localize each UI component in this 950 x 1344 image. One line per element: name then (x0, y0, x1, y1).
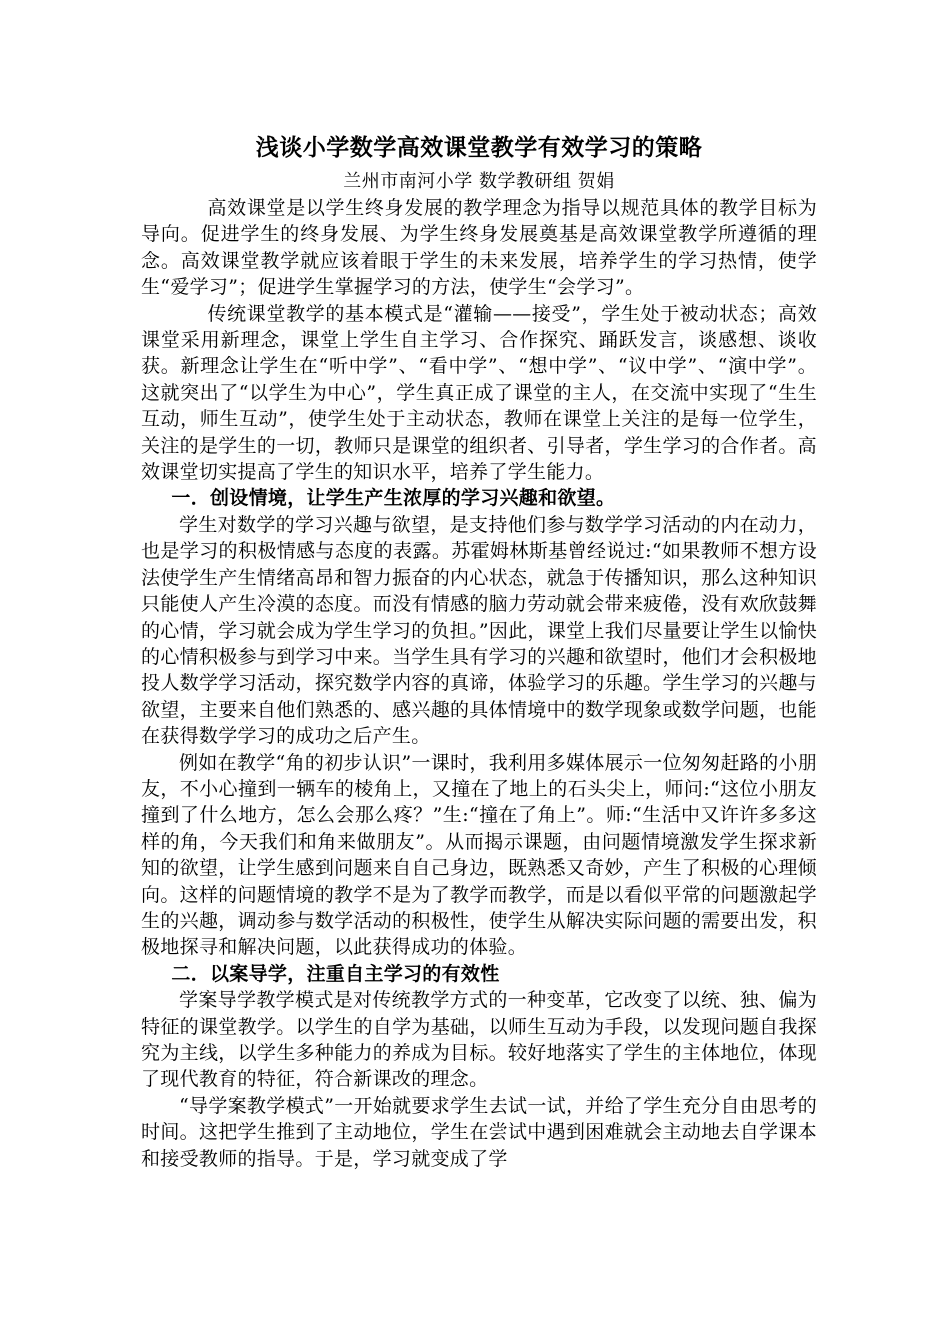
section-1-heading: 一．创设情境，让学生产生浓厚的学习兴趣和欲望。 (171, 487, 616, 510)
section-1-paragraph-2: 例如在教学“角的初步认识”一课时，我利用多媒体展示一位匆匆赶路的小朋友，不小心撞到一辆车的棱角上，又撞在了地上的石头尖上，师问:“这位小朋友撞到了什么地方，怎么会那么疼？”生:“撞在了角上”。师:“生活中又许许多多这样的角，今天我们和角来做朋友”。从而揭示课题，由问题情境激发学生探求新知的欲望，让学生感到问题来自自己身边，既熟悉又奇妙，产生了积极的心理倾向。这样的问题情境的教学不是为了教学而教学，而是以看似平常的问题激起学生的兴趣，调动参与数学活动的积极性，使学生从解决实际问题的需要出发，积极地探寻和解决问题，以此获得成功的体验。 (141, 751, 817, 959)
section-2-paragraph-1: 学案导学教学模式是对传统教学方式的一种变革，它改变了以统、独、偏为特征的课堂教学。以学生的自学为基础，以师生互动为手段，以发现问题自我探究为主线，以学生多种能力的养成为目标。较好地落实了学生的主体地位，体现了现代教育的特征，符合新课改的理念。 (141, 989, 817, 1091)
document-title: 浅谈小学数学高效课堂教学有效学习的策略 (255, 134, 703, 161)
section-1-paragraph-1: 学生对数学的学习兴趣与欲望，是支持他们参与数学学习活动的内在动力，也是学习的积极情感与态度的表露。苏霍姆林斯基曾经说过:“如果教师不想方设法使学生产生情绪高昂和智力振奋的内心状态，就急于传播知识，那么这种知识只能使人产生冷漠的态度。而没有情感的脑力劳动就会带来疲倦，没有欢欣鼓舞的心情，学习就会成为学生学习的负担。”因此，课堂上我们尽量要让学生以愉快的心情积极参与到学习中来。当学生具有学习的兴趣和欲望时，他们才会积极地投人数学学习活动，探究数学内容的真谛，体验学习的乐趣。学生学习的兴趣与欲望，主要来自他们熟悉的、感兴趣的具体情境中的数学现象或数学问题，也能在获得数学学习的成功之后产生。 (141, 513, 818, 748)
author-line: 兰州市南河小学 数学教研组 贺娟 (343, 171, 615, 192)
intro-paragraph-2: 传统课堂教学的基本模式是“灌输——接受”，学生处于被动状态；高效课堂采用新理念，课堂上学生自主学习、合作探究、踊跃发言，谈感想、谈收获。新理念让学生在“听中学”、“看中学”、“想中学”、“议中学”、“演中学”。这就突出了“以学生为中心”，学生真正成了课堂的主人，在交流中实现了“生生互动，师生互动”，使学生处于主动状态，教师在课堂上关注的是每一位学生，关注的是学生的一切，教师只是课堂的组织者、引导者，学生学习的合作者。高效课堂切实提高了学生的知识水平，培养了学生能力。 (141, 302, 817, 484)
intro-paragraph-1: 高效课堂是以学生终身发展的教学理念为指导以规范具体的教学目标为导向。促进学生的终身发展、为学生终身发展奠基是高效课堂教学所遵循的理念。高效课堂教学就应该着眼于学生的未来发展，培养学生的学习热情，使学生“爱学习”；促进学生掌握学习的方法，使学生“会学习”。 (141, 197, 817, 299)
section-2-paragraph-2: “导学案教学模式”一开始就要求学生去试一试，并给了学生充分自由思考的时间。这把学生推到了主动地位，学生在尝试中遇到困难就会主动地去自学课本和接受教师的指导。于是，学习就变成了学 (141, 1094, 817, 1170)
document-body (141, 131, 817, 1172)
section-2-heading: 二．以案导学，注重自主学习的有效性 (171, 962, 500, 985)
